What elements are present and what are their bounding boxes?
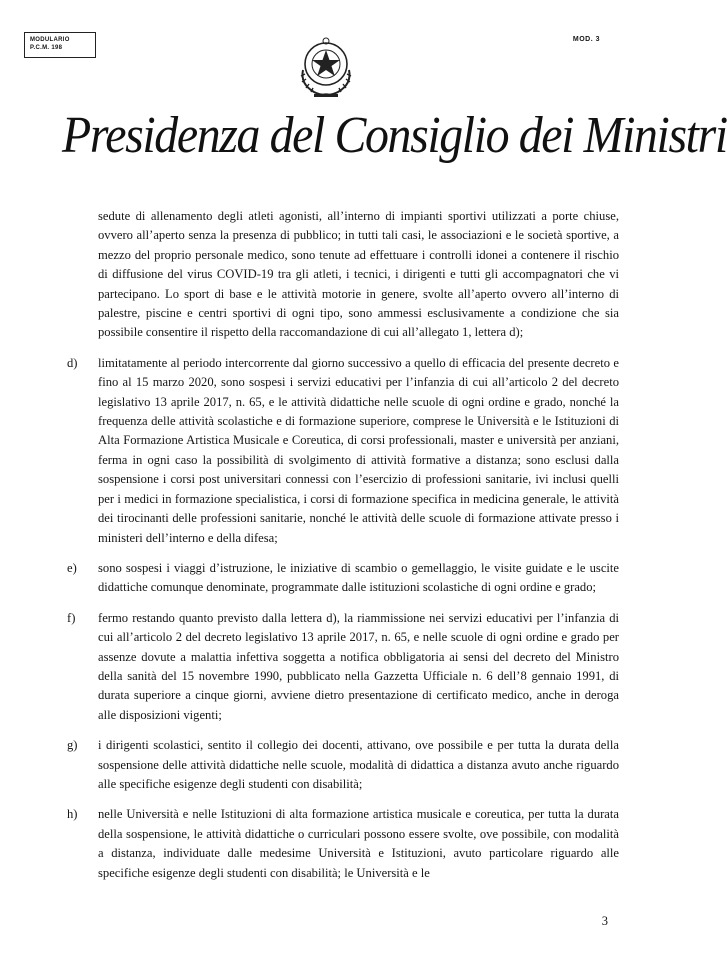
form-code-line: P.C.M. 198 [30, 45, 63, 51]
list-item-letter: e) [67, 560, 77, 575]
list-item [67, 354, 619, 548]
list-item-text: i dirigenti scolastici, sentito il collegio dei docenti, attivano, ove possibile e per tutta la durata della sospensione delle attività didattiche nelle scuole, modalità di didattica a distanza avuto anche riguardo alle specifiche esigenze degli studenti con disabilità; [98, 738, 619, 791]
list-item-letter: d) [67, 355, 78, 370]
page-title: Presidenza del Consiglio dei Ministri [62, 107, 727, 164]
list-item [67, 609, 619, 725]
list-item-text: sono sospesi i viaggi d’istruzione, le iniziative di scambio o gemellaggio, le visite guidate e le uscite didattiche comunque denominate, programmate dalle istituzioni scolastiche di ogni ordine e grado; [98, 560, 619, 595]
list-item-letter: g) [67, 738, 78, 753]
list-item [67, 559, 619, 598]
page-number: 3 [601, 914, 608, 928]
list-item-letter: h) [67, 807, 78, 822]
form-label: MOD. 3 [572, 36, 600, 43]
continuation-paragraph: sedute di allenamento degli atleti agonisti, all’interno di impianti sportivi utilizzati a porte chiuse, ovvero all’aperto senza la presenza di pubblico; in tutti tali casi, le associazioni e le società sportive, a mezzo del proprio personale medico, sono tenute ad effettuare i controlli idonei a contenere il rischio di diffusione del virus COVID-19 tra gli atleti, i tecnici, i dirigenti e tutti gli accompagnatori che vi partecipano. Lo sport di base e le attività motorie in genere, svolte all’aperto ovvero all’interno di palestre, piscine e centri sportivi di ogni tipo, sono ammessi esclusivamente a condizione che sia possibile consentire il rispetto della raccomandazione di cui all’allegato 1, lettera d); [98, 209, 619, 340]
document-body [67, 207, 619, 883]
list-item-text: fermo restando quanto previsto dalla lettera d), la riammissione nei servizi educativi per l’infanzia di cui all’articolo 2 del decreto legislativo 13 aprile 2017, n. 65, e nelle scuole di ogni ordine e grado per assenze dovute a malattia infettiva soggetta a notifica obbligatoria ai sensi del decreto del Ministro della sanità del 15 novembre 1990, pubblicato nella Gazzetta Ufficiale n. 6 dell’8 gennaio 1991, di durata superiore a cinque giorni, avviene dietro presentazione di certificato medico, anche in deroga alle disposizioni vigenti; [98, 610, 619, 722]
list-item [67, 736, 619, 794]
list-item-letter: f) [67, 610, 76, 625]
italian-republic-emblem-icon [296, 34, 356, 100]
list-item-text: nelle Università e nelle Istituzioni di alta formazione artistica musicale e coreutica, per tutta la durata della sospensione, le attività didattiche o curriculari possono essere svolte, ove possibile, con modalità a distanza, individuate dalle medesime Università e Istituzioni, avuto particolare riguardo alle specifiche esigenze degli studenti con disabilità; le Università e le [98, 807, 619, 880]
form-code-box [24, 32, 96, 58]
list-item [67, 805, 619, 883]
list-item-text: limitatamente al periodo intercorrente dal giorno successivo a quello di efficacia del presente decreto e fino al 15 marzo 2020, sono sospesi i servizi educativi per l’infanzia di cui all’articolo 2 del decreto legislativo 13 aprile 2017, n. 65, e le attività didattiche nelle scuole di ogni ordine e grado, nonché la frequenza delle attività scolastiche e di formazione superiore, comprese le Università e le Istituzioni di Alta Formazione Artistica Musicale e Coreutica, di corsi professionali, master e università per anziani, ferma in ogni caso la possibilità di svolgimento di attività formative a distanza; sono esclusi dalla sospensione i corsi post universitari connessi con l’esercizio di professioni sanitarie, ivi inclusi quelli per i medici in formazione specialistica, i corsi di formazione specifica in medicina generale, le attività dei tirocinanti delle professioni sanitarie, nonché le attività delle scuole di formazione attivate presso i ministeri dell’interno e della difesa; [98, 355, 619, 545]
form-code-line: MODULARIO [30, 37, 70, 43]
